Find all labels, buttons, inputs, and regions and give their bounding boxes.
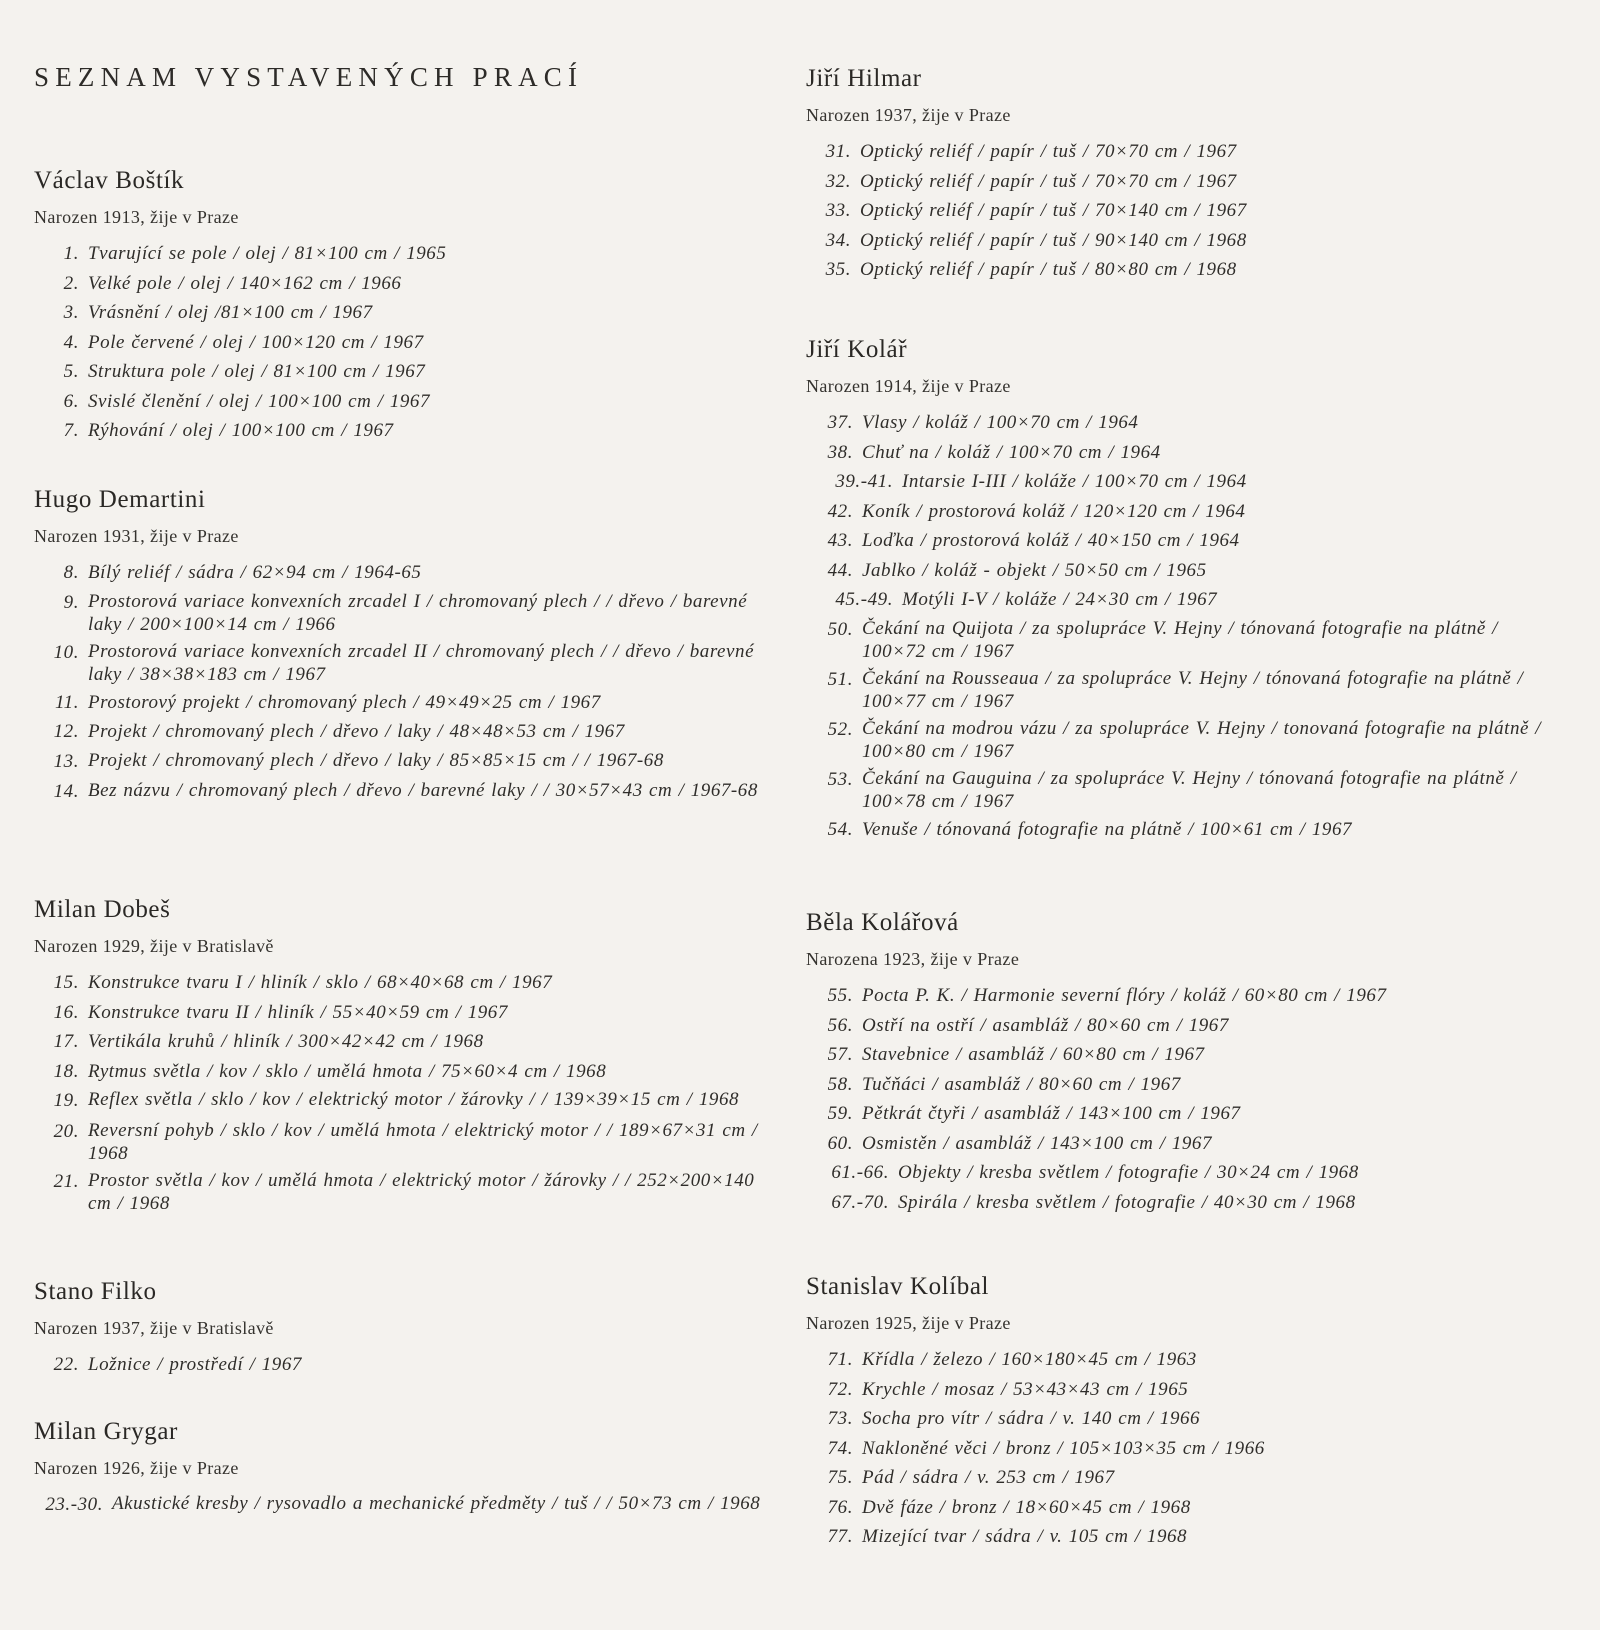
work-number: 77.: [827, 1526, 853, 1547]
work-item: [806, 410, 1546, 437]
work-item: [806, 1465, 1546, 1492]
works-list: [806, 983, 1546, 1216]
work-item: [806, 139, 1546, 166]
artist-name: Jiří Kolář: [806, 336, 908, 363]
work-item: [34, 1352, 774, 1379]
work-number: 75.: [827, 1467, 853, 1488]
work-item: [806, 1347, 1546, 1374]
work-description: Loďka / prostorová koláž / 40×150 cm / 1964: [862, 530, 1240, 551]
work-description: Struktura pole / olej / 81×100 cm / 1967: [88, 361, 426, 382]
work-description: Rýhování / olej / 100×100 cm / 1967: [88, 420, 394, 441]
work-description: Optický reliéf / papír / tuš / 90×140 cm / 1968: [860, 229, 1247, 251]
artist-name: Běla Kolářová: [806, 909, 959, 936]
work-item: [806, 1160, 1546, 1187]
work-description: Pole červené / olej / 100×120 cm / 1967: [88, 331, 424, 353]
work-number: 22.: [53, 1354, 79, 1375]
work-description: Osmistěn / asambláž / 143×100 cm / 1967: [862, 1132, 1213, 1154]
work-item: [34, 749, 774, 776]
work-number: 58.: [827, 1073, 853, 1095]
work-number: 33.: [825, 200, 851, 221]
work-number: 14.: [53, 781, 79, 802]
work-item: [806, 228, 1546, 255]
work-number: 12.: [53, 721, 79, 742]
work-number: 4.: [63, 331, 79, 353]
work-item: [34, 1000, 774, 1027]
work-number: 31.: [825, 141, 851, 162]
artist-section: [806, 1272, 1546, 1554]
work-description: Čekání na modrou vázu / za spolupráce V. Hejny / tonovaná fotografie na plátně / 100×80 cm / 1967: [862, 717, 1542, 762]
work-number: 35.: [825, 259, 851, 280]
work-description: Prostorový projekt / chromovaný plech / 49×49×25 cm / 1967: [88, 691, 601, 713]
work-description: Reversní pohyb / sklo / kov / umělá hmota / elektrický motor / / 189×67×31 cm / 1968: [88, 1119, 758, 1164]
artist-section: [806, 908, 1546, 1219]
artist-section: [34, 1417, 774, 1523]
work-item: [806, 767, 1546, 813]
work-item: [806, 440, 1546, 467]
works-list: [34, 241, 774, 445]
work-description: Optický reliéf / papír / tuš / 70×70 cm / 1967: [860, 141, 1237, 162]
artist-bio: Narozen 1929, žije v Bratislavě: [34, 936, 274, 956]
artist-name: Stanislav Kolíbal: [806, 1273, 990, 1300]
work-item: [34, 1169, 774, 1215]
work-item: [34, 779, 774, 806]
work-description: Čekání na Quijota / za spolupráce V. Hejny / tónovaná fotografie na plátně / 100×72 cm / 1967: [862, 617, 1499, 662]
work-description: Reflex světla / sklo / kov / elektrický motor / žárovky / / 139×39×15 cm / 1968: [88, 1089, 740, 1110]
work-item: [806, 1377, 1546, 1404]
work-number: 73.: [827, 1408, 853, 1429]
work-number: 60.: [827, 1132, 853, 1154]
work-description: Ostří na ostří / asambláž / 80×60 cm / 1967: [862, 1014, 1229, 1036]
work-number: 50.: [827, 618, 853, 640]
artist-bio: Narozena 1923, žije v Praze: [806, 949, 1020, 969]
work-description: Pocta P. K. / Harmonie severní flóry / koláž / 60×80 cm / 1967: [862, 985, 1387, 1006]
work-description: Prostorová variace konvexních zrcadel II / chromovaný plech / / dřevo / barevné laky / 38×38×183 cm / 1967: [88, 640, 755, 685]
work-number: 20.: [53, 1120, 79, 1142]
work-description: Vlasy / koláž / 100×70 cm / 1964: [862, 412, 1139, 433]
work-number: 76.: [827, 1496, 853, 1518]
work-number: 13.: [53, 750, 79, 772]
work-description: Jablko / koláž - objekt / 50×50 cm / 1965: [862, 559, 1207, 581]
work-number: 3.: [63, 302, 79, 323]
work-item: [34, 359, 774, 386]
work-number: 15.: [53, 972, 79, 993]
work-item: [34, 330, 774, 357]
work-item: [806, 1524, 1546, 1551]
work-item: [806, 1101, 1546, 1128]
work-description: Venuše / tónovaná fotografie na plátně / 100×61 cm / 1967: [862, 818, 1353, 840]
work-description: Mizející tvar / sádra / v. 105 cm / 1968: [862, 1526, 1188, 1547]
artist-name: Hugo Demartini: [34, 486, 206, 513]
work-description: Tučňáci / asambláž / 80×60 cm / 1967: [862, 1073, 1181, 1095]
work-description: Projekt / chromovaný plech / dřevo / laky / 48×48×53 cm / 1967: [88, 721, 625, 742]
work-number: 19.: [53, 1090, 79, 1111]
work-number: 61.-66.: [831, 1162, 889, 1183]
work-description: Rytmus světla / kov / sklo / umělá hmota / 75×60×4 cm / 1968: [88, 1060, 607, 1082]
work-number: 38.: [827, 441, 853, 463]
work-number: 9.: [63, 591, 79, 613]
work-number: 56.: [827, 1014, 853, 1036]
artist-section: [806, 335, 1546, 846]
work-description: Vertikála kruhů / hliník / 300×42×42 cm / 1968: [88, 1031, 484, 1052]
work-item: [34, 389, 774, 416]
work-item: [806, 983, 1546, 1010]
work-number: 6.: [63, 390, 79, 412]
work-item: [806, 169, 1546, 196]
artist-name: Milan Dobeš: [34, 896, 171, 923]
work-item: [806, 1131, 1546, 1158]
artist-bio: Narozen 1913, žije v Praze: [34, 207, 239, 227]
work-item: [34, 418, 774, 445]
work-item: [806, 1190, 1546, 1217]
work-item: [34, 241, 774, 268]
work-number: 43.: [827, 530, 853, 551]
work-description: Akustické kresby / rysovadlo a mechanické předměty / tuš / / 50×73 cm / 1968: [112, 1493, 761, 1514]
work-description: Motýli I-V / koláže / 24×30 cm / 1967: [902, 589, 1218, 610]
work-number: 1.: [63, 243, 79, 264]
work-description: Svislé členění / olej / 100×100 cm / 1967: [88, 390, 431, 412]
artist-section: [34, 485, 774, 810]
work-number: 52.: [827, 718, 853, 740]
work-description: Intarsie I-III / koláže / 100×70 cm / 1964: [902, 471, 1247, 492]
work-description: Optický reliéf / papír / tuš / 70×140 cm / 1967: [860, 200, 1247, 221]
work-item: [34, 590, 774, 636]
work-item: [806, 198, 1546, 225]
work-number: 59.: [827, 1103, 853, 1124]
work-item: [806, 817, 1546, 844]
work-item: [806, 617, 1546, 663]
work-description: Projekt / chromovaný plech / dřevo / laky / 85×85×15 cm / / 1967-68: [88, 749, 664, 771]
artist-bio: Narozen 1937, žije v Bratislavě: [34, 1318, 274, 1338]
work-number: 18.: [53, 1060, 79, 1082]
work-description: Chuť na / koláž / 100×70 cm / 1964: [862, 441, 1161, 463]
work-item: [34, 640, 774, 686]
work-description: Koník / prostorová koláž / 120×120 cm / 1964: [862, 500, 1246, 522]
work-description: Křídla / železo / 160×180×45 cm / 1963: [862, 1349, 1197, 1370]
work-description: Optický reliéf / papír / tuš / 80×80 cm / 1968: [860, 259, 1237, 280]
work-item: [806, 257, 1546, 284]
work-number: 57.: [827, 1044, 853, 1065]
page-title: SEZNAM VYSTAVENÝCH PRACÍ: [34, 62, 584, 92]
artist-name: Milan Grygar: [34, 1418, 178, 1445]
artist-name: Stano Filko: [34, 1278, 157, 1305]
work-number: 11.: [55, 691, 79, 713]
work-description: Ložnice / prostředí / 1967: [88, 1354, 302, 1375]
work-item: [34, 970, 774, 997]
work-number: 67.-70.: [831, 1191, 889, 1213]
work-item: [34, 271, 774, 298]
artist-section: [34, 895, 774, 1219]
work-number: 34.: [825, 229, 851, 251]
work-description: Socha pro vítr / sádra / v. 140 cm / 1966: [862, 1408, 1201, 1429]
work-number: 71.: [827, 1349, 853, 1370]
works-list: [806, 1347, 1546, 1551]
work-item: [806, 469, 1546, 496]
work-item: [806, 499, 1546, 526]
work-number: 32.: [825, 170, 851, 192]
work-item: [34, 1029, 774, 1056]
artist-name: Václav Boštík: [34, 167, 185, 194]
artist-bio: Narozen 1937, žije v Praze: [806, 105, 1011, 125]
work-description: Nakloněné věci / bronz / 105×103×35 cm / 1966: [862, 1437, 1265, 1459]
work-description: Stavebnice / asambláž / 60×80 cm / 1967: [862, 1044, 1205, 1065]
work-number: 39.-41.: [835, 471, 893, 492]
work-number: 23.-30.: [45, 1494, 103, 1515]
work-number: 16.: [53, 1001, 79, 1023]
work-item: [34, 1059, 774, 1086]
work-item: [806, 587, 1546, 614]
work-description: Čekání na Rousseaua / za spolupráce V. Hejny / tónovaná fotografie na plátně / 100×77 cm / 1967: [862, 667, 1524, 712]
work-number: 2.: [63, 272, 79, 294]
work-number: 44.: [827, 559, 853, 581]
work-number: 54.: [827, 818, 853, 840]
work-description: Prostorová variace konvexních zrcadel I / chromovaný plech / / dřevo / barevné laky / 200×100×14 cm / 1966: [88, 590, 748, 635]
work-description: Bez názvu / chromovaný plech / dřevo / barevné laky / / 30×57×43 cm / 1967-68: [88, 780, 758, 801]
work-number: 8.: [63, 562, 79, 583]
works-list: [806, 139, 1546, 284]
artist-section: [34, 166, 774, 448]
work-description: Krychle / mosaz / 53×43×43 cm / 1965: [862, 1378, 1189, 1400]
work-item: [806, 1013, 1546, 1040]
work-number: 53.: [827, 768, 853, 790]
work-item: [34, 1492, 774, 1519]
work-item: [34, 300, 774, 327]
works-list: [34, 1352, 774, 1379]
work-description: Konstrukce tvaru I / hliník / sklo / 68×40×68 cm / 1967: [88, 972, 553, 993]
work-description: Objekty / kresba světlem / fotografie / 30×24 cm / 1968: [898, 1162, 1359, 1183]
works-list: [34, 970, 774, 1215]
work-number: 42.: [827, 500, 853, 522]
artist-bio: Narozen 1925, žije v Praze: [806, 1313, 1011, 1333]
artist-section: [806, 64, 1546, 287]
work-number: 45.-49.: [835, 589, 893, 610]
work-description: Tvarující se pole / olej / 81×100 cm / 1965: [88, 243, 447, 264]
work-item: [806, 1042, 1546, 1069]
work-number: 74.: [827, 1437, 853, 1459]
work-description: Prostor světla / kov / umělá hmota / elektrický motor / žárovky / / 252×200×140 cm / 1968: [88, 1169, 755, 1214]
work-description: Pád / sádra / v. 253 cm / 1967: [862, 1467, 1115, 1488]
work-item: [806, 1406, 1546, 1433]
work-number: 37.: [827, 412, 853, 433]
work-item: [806, 558, 1546, 585]
artist-section: [34, 1277, 774, 1382]
work-description: Optický reliéf / papír / tuš / 70×70 cm / 1967: [860, 170, 1237, 192]
work-description: Bílý reliéf / sádra / 62×94 cm / 1964-65: [88, 562, 422, 583]
artist-bio: Narozen 1914, žije v Praze: [806, 376, 1011, 396]
work-description: Konstrukce tvaru II / hliník / 55×40×59 cm / 1967: [88, 1001, 508, 1023]
work-item: [34, 560, 774, 587]
artist-name: Jiří Hilmar: [806, 65, 922, 92]
work-item: [806, 528, 1546, 555]
work-description: Pětkrát čtyři / asambláž / 143×100 cm / 1967: [862, 1103, 1241, 1124]
work-number: 21.: [53, 1170, 79, 1192]
work-item: [806, 1495, 1546, 1522]
work-description: Dvě fáze / bronz / 18×60×45 cm / 1968: [862, 1496, 1191, 1518]
work-number: 55.: [827, 985, 853, 1006]
artist-bio: Narozen 1931, žije v Praze: [34, 526, 239, 546]
work-number: 10.: [53, 641, 79, 663]
work-item: [806, 1072, 1546, 1099]
work-number: 7.: [63, 420, 79, 441]
works-list: [34, 1492, 774, 1519]
work-item: [34, 719, 774, 746]
work-item: [34, 1119, 774, 1165]
work-item: [806, 1436, 1546, 1463]
work-item: [34, 1088, 774, 1115]
work-description: Čekání na Gauguina / za spolupráce V. Hejny / tónovaná fotografie na plátně / 100×78 cm / 1967: [862, 767, 1517, 812]
work-number: 72.: [827, 1378, 853, 1400]
works-list: [34, 560, 774, 806]
work-item: [806, 717, 1546, 763]
work-item: [806, 667, 1546, 713]
work-number: 17.: [53, 1031, 79, 1052]
work-description: Spirála / kresba světlem / fotografie / 40×30 cm / 1968: [898, 1191, 1356, 1213]
work-item: [34, 690, 774, 717]
work-description: Velké pole / olej / 140×162 cm / 1966: [88, 272, 402, 294]
artist-bio: Narozen 1926, žije v Praze: [34, 1458, 239, 1478]
work-description: Vrásnění / olej /81×100 cm / 1967: [88, 302, 373, 323]
work-number: 51.: [827, 668, 853, 690]
work-number: 5.: [63, 361, 79, 382]
works-list: [806, 410, 1546, 843]
